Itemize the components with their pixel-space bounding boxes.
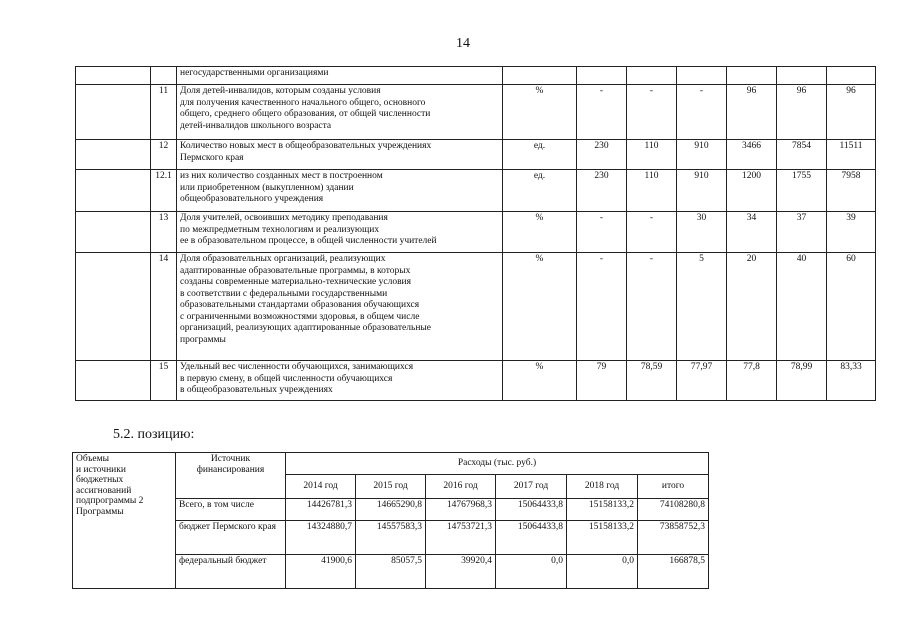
indicator-text (177, 140, 503, 170)
value-cell: 230 (577, 170, 627, 212)
empty-cell (76, 140, 151, 170)
value-cell: 96 (777, 85, 827, 140)
value-cell: 60 (827, 253, 876, 361)
unit-cell: ед. (503, 140, 577, 170)
source-header-line: Источник (210, 454, 251, 464)
expenses-header: Расходы (тыс. руб.) (286, 453, 709, 475)
amount-cell: 166878,5 (638, 555, 709, 589)
amount-cell: 14426781,3 (286, 499, 356, 521)
amount-cell: 15064433,8 (496, 499, 567, 521)
year-header: 2018 год (567, 475, 638, 499)
text-line: из них количество созданных мест в построенном (180, 171, 383, 181)
text-line: общего, среднего общего образования, от общей численности (180, 109, 431, 119)
value-cell: 3466 (727, 140, 777, 170)
source-cell: бюджет Пермского края (176, 521, 286, 555)
source-cell: Всего, в том числе (176, 499, 286, 521)
empty-cell (76, 85, 151, 140)
value-cell: 39 (827, 212, 876, 253)
value-cell: 77,8 (727, 361, 777, 401)
row-number: 15 (151, 361, 177, 401)
value-cell: 37 (777, 212, 827, 253)
text-line: Количество новых мест в общеобразовательных учреждениях (180, 141, 432, 151)
row-number: 13 (151, 212, 177, 253)
table-row (76, 170, 876, 212)
value-cell: 11511 (827, 140, 876, 170)
text-line: в общеобразовательных учреждениях (180, 385, 333, 395)
value-cell: 77,97 (677, 361, 727, 401)
table-row (76, 361, 876, 401)
value-cell: 40 (777, 253, 827, 361)
value-cell: 30 (677, 212, 727, 253)
text-line: организаций, реализующих адаптированные образовательные (180, 323, 432, 333)
text-line: или приобретенном (выкупленном) здании (180, 182, 354, 193)
value-cell: 78,59 (627, 361, 677, 401)
table-row (76, 67, 876, 85)
text-line: детей-инвалидов школьного возраста (180, 120, 332, 131)
text-line: Удельный вес численности обучающихся, занимающихся (180, 362, 414, 372)
value-cell: 230 (577, 140, 627, 170)
amount-cell: 15158133,2 (567, 499, 638, 521)
label-line: подпрограммы 2 (76, 496, 144, 506)
indicators-table (75, 66, 876, 401)
empty-cell (76, 170, 151, 212)
text-line: созданы современные материально-технические условия (180, 277, 412, 287)
text-line: по межпредметным технологиям и реализующих (180, 224, 380, 235)
value-cell: - (577, 212, 627, 253)
value-cell: - (577, 253, 627, 361)
amount-cell: 15064433,8 (496, 521, 567, 555)
value-cell: 1755 (777, 170, 827, 212)
amount-cell: 0,0 (496, 555, 567, 589)
text-line: адаптированные образовательные программы, в которых (180, 265, 411, 276)
text-line: в первую смену, в общей численности обучающихся (180, 373, 393, 384)
value-cell: 7958 (827, 170, 876, 212)
text-line: программы (180, 334, 226, 345)
text-line: общеобразовательного учреждения (180, 194, 324, 204)
amount-cell: 85057,5 (356, 555, 426, 589)
empty-cell (76, 212, 151, 253)
value-cell: 96 (727, 85, 777, 140)
value-cell: 20 (727, 253, 777, 361)
value-cell: - (627, 212, 677, 253)
indicator-text: негосударственными организациями (177, 67, 503, 85)
unit-cell: ед. (503, 170, 577, 212)
amount-cell: 14753721,3 (426, 521, 496, 555)
value-cell: 110 (627, 140, 677, 170)
year-header: итого (638, 475, 709, 499)
empty-cell (76, 253, 151, 361)
value-cell: - (627, 253, 677, 361)
value-cell: - (577, 85, 627, 140)
source-header (176, 453, 286, 499)
amount-cell: 14324880,7 (286, 521, 356, 555)
section-heading: 5.2. позицию: (113, 427, 195, 442)
text-line: Пермского края (180, 152, 244, 163)
year-header: 2014 год (286, 475, 356, 499)
label-line: ассигнований (76, 485, 132, 496)
label-line: и источники (76, 464, 126, 475)
indicator-text (177, 253, 503, 361)
row-number: 11 (151, 85, 177, 140)
amount-cell: 73858752,3 (638, 521, 709, 555)
row-number: 12 (151, 140, 177, 170)
amount-cell: 74108280,8 (638, 499, 709, 521)
value-cell: 96 (827, 85, 876, 140)
amount-cell: 15158133,2 (567, 521, 638, 555)
value-cell: 7854 (777, 140, 827, 170)
year-header: 2017 год (496, 475, 567, 499)
table-row (76, 253, 876, 361)
value-cell: 110 (627, 170, 677, 212)
text-line: ее в образовательном процессе, в общей численности учителей (180, 236, 437, 246)
value-cell: 910 (677, 170, 727, 212)
table-row (76, 140, 876, 170)
year-header: 2015 год (356, 475, 426, 499)
label-line: Объемы (76, 454, 109, 464)
text-line: с ограниченными возможностями здоровья, в общем числе (180, 311, 420, 322)
value-cell: 34 (727, 212, 777, 253)
unit-cell: % (503, 253, 577, 361)
unit-cell: % (503, 85, 577, 140)
value-cell: 79 (577, 361, 627, 401)
text-line: для получения качественного начального общего, основного (180, 97, 426, 108)
value-cell: 78,99 (777, 361, 827, 401)
label-line: Программы (76, 506, 124, 517)
text-line: образовательными стандартами образования обучающихся (180, 300, 420, 310)
value-cell: 5 (677, 253, 727, 361)
amount-cell: 14557583,3 (356, 521, 426, 555)
unit-cell: % (503, 212, 577, 253)
indicator-text (177, 361, 503, 401)
indicator-text (177, 170, 503, 212)
amount-cell: 39920,4 (426, 555, 496, 589)
text-line: Доля учителей, освоивших методику преподавания (180, 213, 388, 223)
value-cell: 910 (677, 140, 727, 170)
value-cell: - (627, 85, 677, 140)
amount-cell: 41900,6 (286, 555, 356, 589)
label-line: бюджетных (76, 475, 124, 485)
table-row (76, 85, 876, 140)
budget-label (73, 453, 176, 589)
unit-cell: % (503, 361, 577, 401)
source-header-line: финансирования (196, 464, 265, 475)
row-number: 14 (151, 253, 177, 361)
amount-cell: 0,0 (567, 555, 638, 589)
amount-cell: 14767968,3 (426, 499, 496, 521)
source-cell: федеральный бюджет (176, 555, 286, 589)
table-row (76, 212, 876, 253)
empty-cell (76, 361, 151, 401)
indicator-text (177, 85, 503, 140)
value-cell: 83,33 (827, 361, 876, 401)
value-cell: 1200 (727, 170, 777, 212)
value-cell: - (677, 85, 727, 140)
text-line: Доля детей-инвалидов, которым созданы условия (180, 86, 381, 96)
indicator-text (177, 212, 503, 253)
row-number: 12.1 (151, 170, 177, 212)
budget-table (72, 452, 709, 589)
amount-cell: 14665290,8 (356, 499, 426, 521)
text-line: в соответствии с федеральными государственными (180, 288, 388, 299)
page-number: 14 (456, 36, 470, 51)
year-header: 2016 год (426, 475, 496, 499)
text-line: Доля образовательных организаций, реализующих (180, 254, 386, 264)
